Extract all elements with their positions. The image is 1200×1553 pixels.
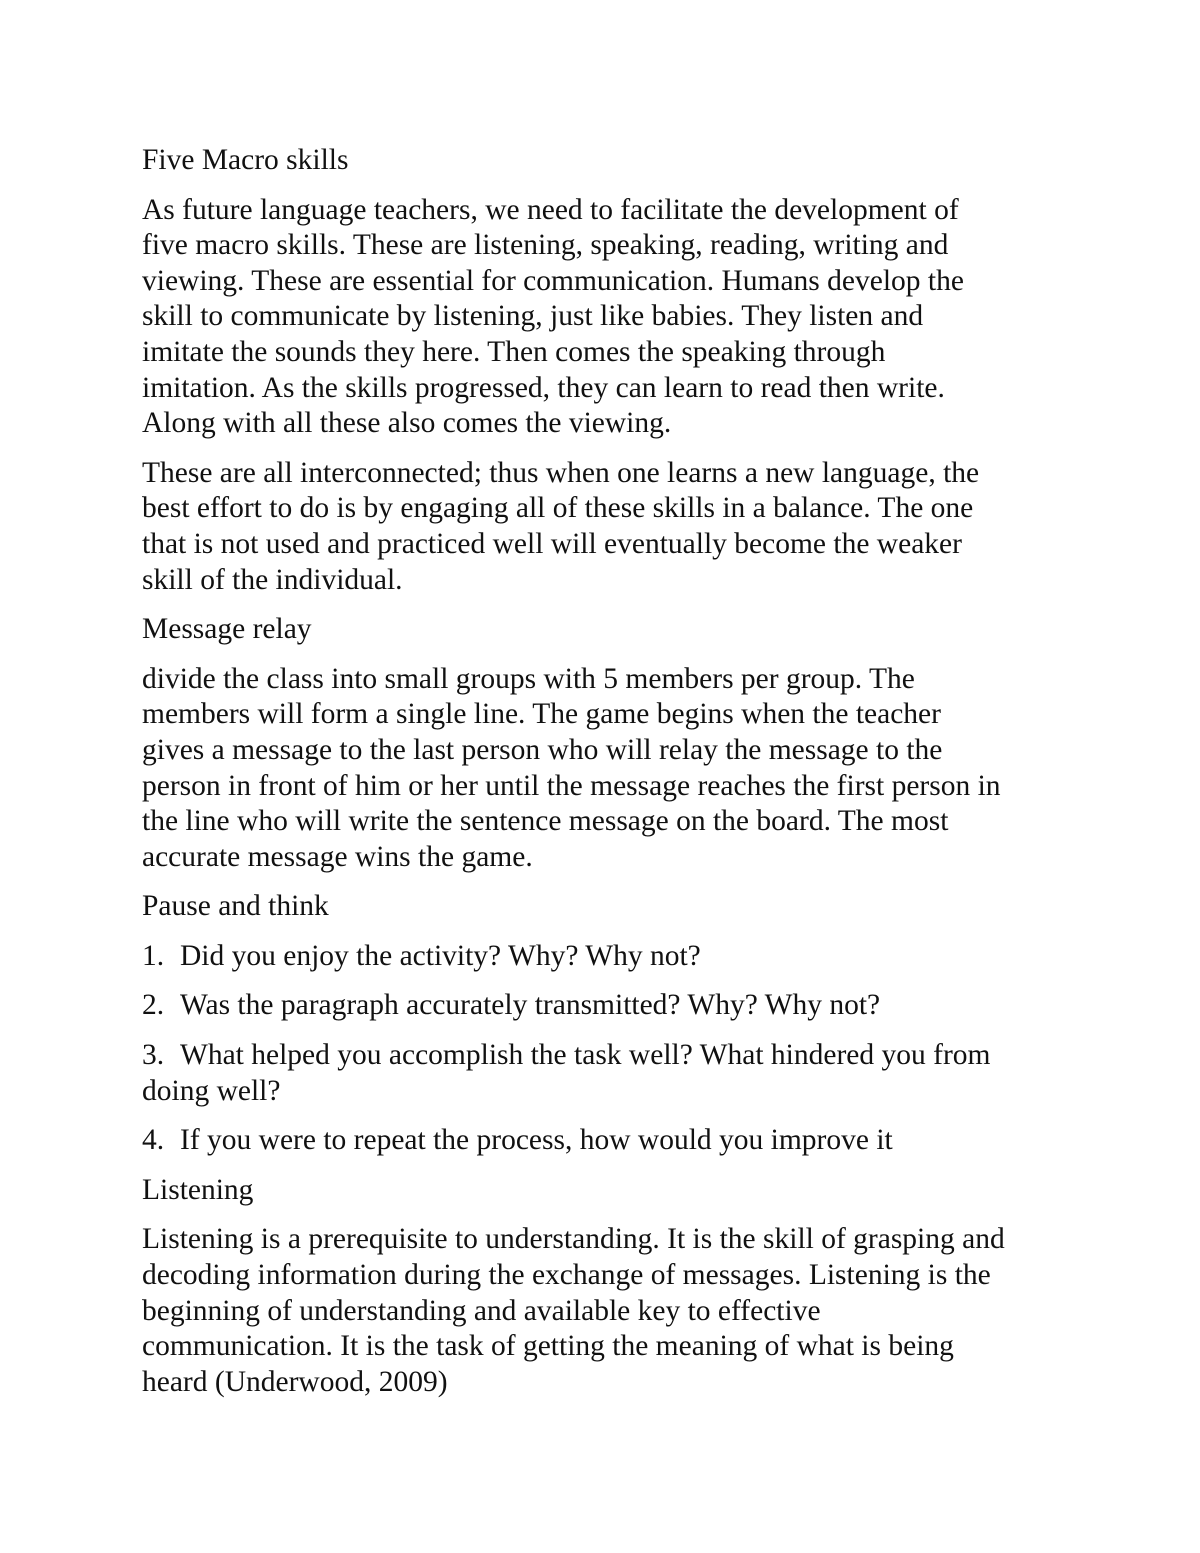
interconnected-paragraph xyxy=(142,456,1072,598)
paragraph-line: viewing. These are essential for communication. Humans develop the xyxy=(142,264,964,297)
pause-and-think-heading: Pause and think xyxy=(142,890,329,923)
paragraph-line: decoding information during the exchange of messages. Listening is the xyxy=(142,1259,991,1292)
question-number: 2. xyxy=(142,989,165,1022)
paragraph-line: the line who will write the sentence message on the board. The most xyxy=(142,805,949,838)
listening-paragraph xyxy=(142,1222,1072,1400)
paragraph-line: skill to communicate by listening, just like babies. They listen and xyxy=(142,300,924,333)
question-number: 4. xyxy=(142,1124,165,1157)
paragraph-line: imitation. As the skills progressed, they can learn to read then write. xyxy=(142,371,945,404)
question-item xyxy=(142,988,1072,1024)
paragraph-line: beginning of understanding and available key to effective xyxy=(142,1294,821,1327)
paragraph-line: divide the class into small groups with 5 members per group. The xyxy=(142,662,915,695)
question-number: 3. xyxy=(142,1039,165,1072)
paragraph-line: imitate the sounds they here. Then comes the speaking through xyxy=(142,335,886,368)
paragraph-line: person in front of him or her until the message reaches the first person in xyxy=(142,769,1001,802)
paragraph-line: These are all interconnected; thus when one learns a new language, the xyxy=(142,456,980,489)
paragraph-line: Listening is a prerequisite to understanding. It is the skill of grasping and xyxy=(142,1223,1005,1256)
paragraph-line: communication. It is the task of getting the meaning of what is being xyxy=(142,1330,954,1363)
question-text-continued: doing well? xyxy=(142,1074,281,1107)
paragraph-line: skill of the individual. xyxy=(142,563,403,596)
paragraph-line: members will form a single line. The game begins when the teacher xyxy=(142,698,941,731)
paragraph-line: heard (Underwood, 2009) xyxy=(142,1365,448,1398)
paragraph-line: best effort to do is by engaging all of these skills in a balance. The one xyxy=(142,492,974,525)
question-text: If you were to repeat the process, how would you improve it xyxy=(180,1124,893,1157)
question-item xyxy=(142,1123,1072,1159)
paragraph-line: five macro skills. These are listening, speaking, reading, writing and xyxy=(142,229,949,262)
message-relay-paragraph xyxy=(142,662,1072,876)
paragraph-line: Along with all these also comes the viewing. xyxy=(142,407,672,440)
question-number: 1. xyxy=(142,939,165,972)
question-text: What helped you accomplish the task well? What hindered you from xyxy=(180,1039,991,1072)
paragraph-line: that is not used and practiced well will eventually become the weaker xyxy=(142,527,962,560)
question-text: Did you enjoy the activity? Why? Why not? xyxy=(180,939,701,972)
document-body xyxy=(142,143,1072,1414)
paragraph-line: As future language teachers, we need to facilitate the development of xyxy=(142,193,959,226)
paragraph-line: gives a message to the last person who will relay the message to the xyxy=(142,733,943,766)
question-item xyxy=(142,939,1072,975)
question-text: Was the paragraph accurately transmitted? Why? Why not? xyxy=(180,989,881,1022)
document-title: Five Macro skills xyxy=(142,144,349,176)
intro-paragraph xyxy=(142,193,1072,442)
listening-heading: Listening xyxy=(142,1173,254,1206)
paragraph-line: accurate message wins the game. xyxy=(142,840,533,873)
question-item xyxy=(142,1038,1072,1109)
message-relay-heading: Message relay xyxy=(142,613,312,646)
